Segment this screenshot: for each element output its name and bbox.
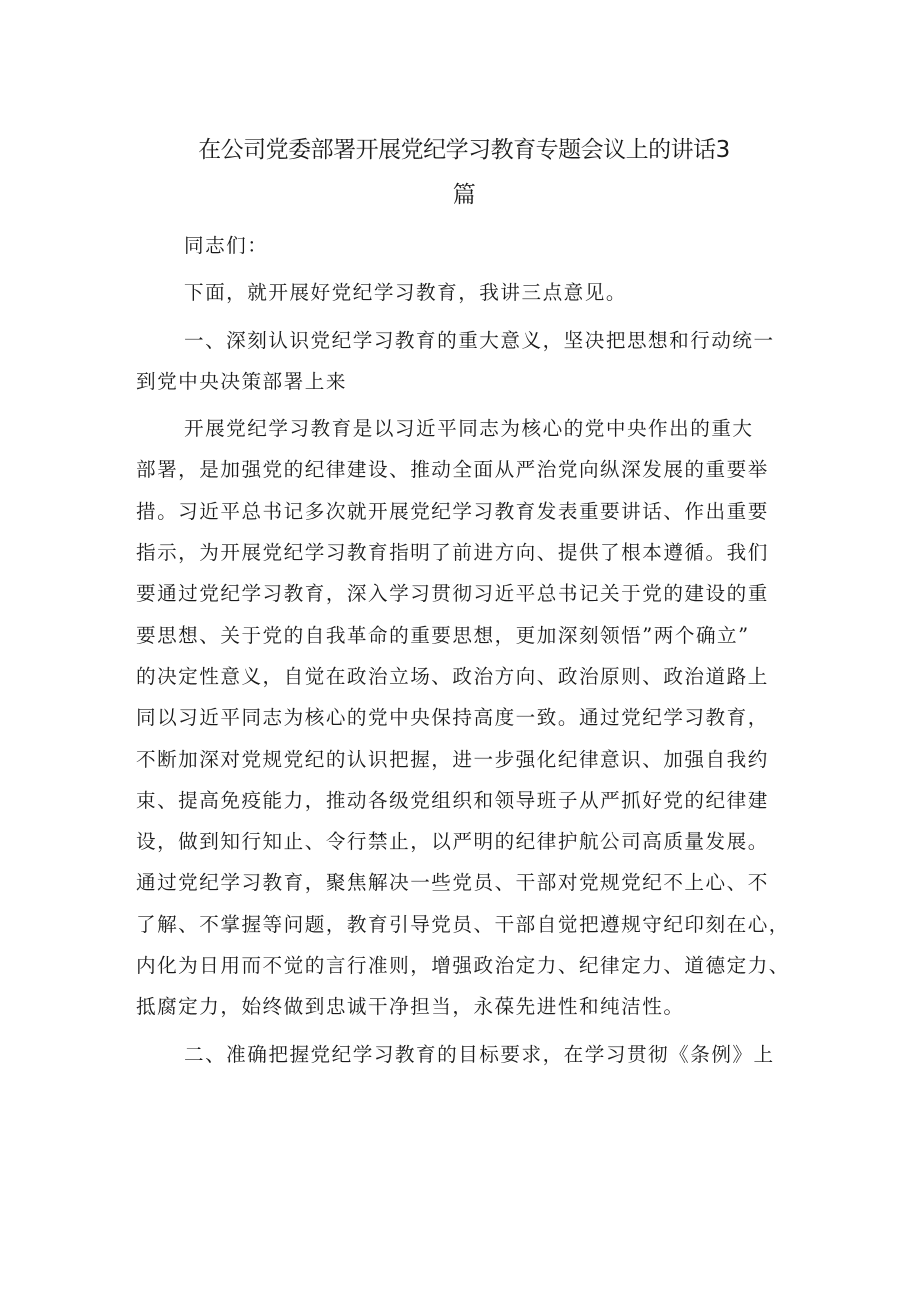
intro-paragraph: 下面，就开展好党纪学习教育，我讲三点意见。 [184, 281, 627, 305]
greeting: 同志们： [184, 234, 269, 257]
title-line-1: 在公司党委部署开展党纪学习教育专题会议上的讲话3 [198, 137, 730, 163]
section1-body [136, 408, 792, 1027]
body-line: 了解、不掌握等问题，教育引导党员、干部自觉把遵规守纪印刻在心， [136, 912, 790, 936]
document-title [136, 0, 792, 218]
section1-heading-line-2: 到党中央决策部署上来 [136, 369, 347, 393]
body-line: 指示，为开展党纪学习教育指明了前进方向、提供了根本遵循。我们 [136, 541, 769, 565]
body-line: 通过党纪学习教育，聚焦解决一些党员、干部对党规党纪不上心、不 [136, 871, 769, 895]
section2-heading [136, 1034, 792, 1075]
body-line: 同以习近平同志为核心的党中央保持高度一致。通过党纪学习教育， [136, 706, 769, 730]
body-line: 抵腐定力，始终做到忠诚干净担当，永葆先进性和纯洁性。 [136, 995, 685, 1019]
body-line: 的决定性意义，自觉在政治立场、政治方向、政治原则、政治道路上 [136, 664, 769, 688]
title-line-2: 篇 [452, 182, 476, 208]
section2-heading-line-1: 二、准确把握党纪学习教育的目标要求，在学习贯彻《条例》上 [184, 1042, 775, 1066]
section1-heading [136, 320, 792, 403]
body-line: 不断加深对党规党纪的认识把握，进一步强化纪律意识、加强自我约 [136, 747, 769, 771]
section1-heading-line-1: 一、深刻认识党纪学习教育的重大意义，坚决把思想和行动统一 [184, 328, 775, 352]
body-line: 部署，是加强党的纪律建设、推动全面从严治党向纵深发展的重要举 [136, 458, 769, 482]
body-line: 措。习近平总书记多次就开展党纪学习教育发表重要讲话、作出重要 [136, 499, 769, 523]
body-line: 要思想、关于党的自我革命的重要思想，更加深刻领悟”两个确立” [136, 623, 750, 647]
body-line: 束、提高免疫能力，推动各级党组织和领导班子从严抓好党的纪律建 [136, 788, 769, 812]
body-line: 设，做到知行知止、令行禁止，以严明的纪律护航公司高质量发展。 [136, 830, 769, 854]
body-line: 要通过党纪学习教育，深入学习贯彻习近平总书记关于党的建设的重 [136, 582, 769, 606]
body-line: 开展党纪学习教育是以习近平同志为核心的党中央作出的重大 [184, 417, 754, 441]
body-line: 内化为日用而不觉的言行准则，增强政治定力、纪律定力、道德定力、 [136, 954, 790, 978]
